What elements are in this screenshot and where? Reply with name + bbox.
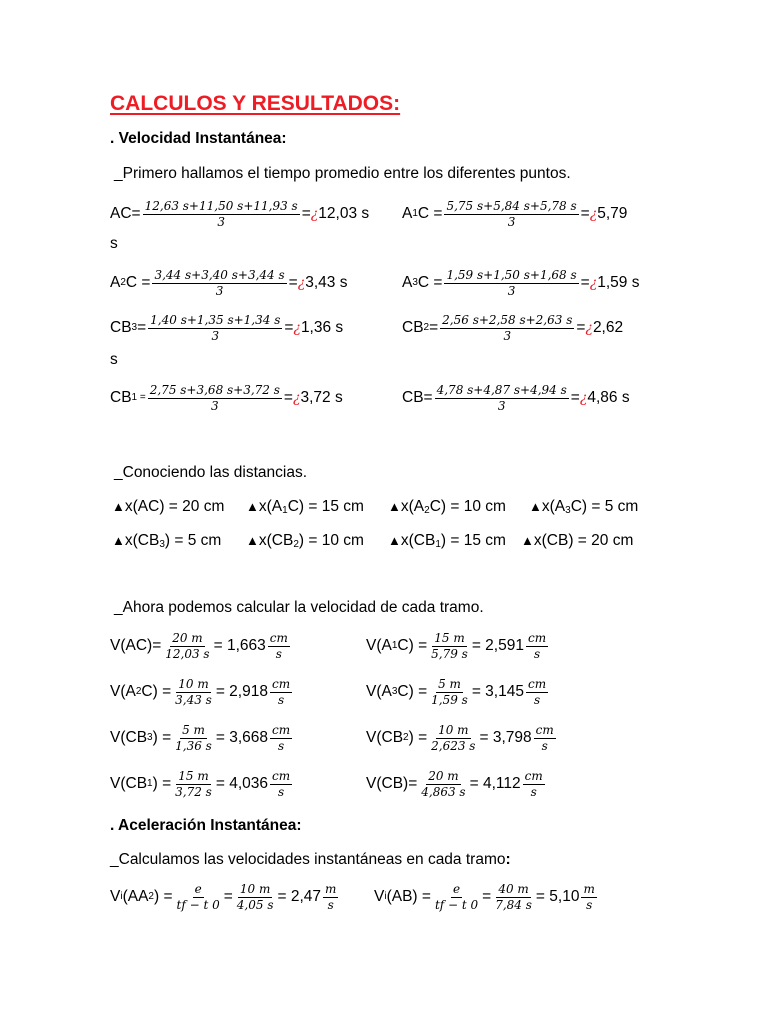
formula-fraction-num: e bbox=[452, 882, 461, 896]
time-eq-label-post: C = bbox=[417, 274, 443, 292]
value-fraction-num: 10 m bbox=[239, 882, 271, 896]
distance-post: C) = 15 cm bbox=[287, 498, 364, 515]
velocity-eq: V(CB 3 ) = $\frac{5 m}{1,36 s}$ = 3,668 $\frac{cm}{s}$ bbox=[110, 723, 291, 753]
inst-result: = 2,47 bbox=[277, 888, 322, 906]
velocity-label-post: C) = bbox=[397, 637, 428, 655]
velocity-label-pre: V(AC) bbox=[110, 637, 153, 655]
velocity-fraction-num: 20 m bbox=[172, 631, 203, 645]
velocity-label-pre: V(CB bbox=[110, 729, 148, 747]
velocity-fraction bbox=[429, 724, 477, 752]
inst-unit-den: s bbox=[586, 897, 593, 912]
inverted-question-mark: ¿ bbox=[585, 320, 593, 337]
time-eq-label-pre: CB bbox=[402, 319, 424, 337]
time-eq: A 1 C = $\frac{5,75 s+5,84 s+5,78 s}{3}$ = ¿ 5,79 bbox=[402, 199, 628, 229]
velocity-fraction-den: 1,36 s bbox=[175, 738, 212, 753]
velocity-eq: V(CB 2 ) = $\frac{10 m}{2,623 s}$ = 3,798 $\frac{cm}{s}$ bbox=[366, 723, 554, 753]
triangle-icon: ▲ bbox=[112, 533, 125, 548]
velocity-result: = 1,663 bbox=[213, 637, 266, 655]
velocity-fraction-num: 10 m bbox=[178, 677, 209, 691]
velocity-unit-num: cm bbox=[524, 769, 543, 783]
time-eq-label-pre: A bbox=[402, 274, 413, 292]
time-eq-label-pre: CB bbox=[110, 319, 132, 337]
page-title: CALCULOS Y RESULTADOS: bbox=[110, 92, 401, 115]
inverted-question-mark: ¿ bbox=[579, 390, 588, 407]
time-eq: A 2 C = $\frac{3,44 s+3,40 s+3,44 s}{3}$ = ¿ 3,43 s bbox=[110, 268, 348, 298]
velocity-fraction-num: 15 m bbox=[434, 631, 465, 645]
velocity-label-pre: V(CB) bbox=[366, 775, 409, 793]
time-fraction-den: 3 bbox=[211, 328, 220, 343]
time-eq-equals: = bbox=[301, 205, 311, 223]
dist-intro-text: _Conociendo las distancias. bbox=[114, 464, 308, 481]
distance-item bbox=[388, 499, 506, 515]
triangle-icon: ▲ bbox=[521, 533, 534, 548]
velocity-unit bbox=[270, 724, 292, 752]
velocity-unit bbox=[526, 678, 548, 706]
triangle-icon: ▲ bbox=[529, 499, 542, 514]
velocity-fraction bbox=[173, 770, 214, 798]
velocity-label-post: C) = bbox=[397, 683, 428, 701]
time-fraction bbox=[143, 200, 300, 228]
velocity-unit-num: cm bbox=[527, 631, 547, 645]
velocity-label-pre: V(CB bbox=[366, 729, 404, 747]
time-eq-equals: = bbox=[284, 319, 294, 337]
time-fraction-num: 2,56 s+2,58 s+2,63 s bbox=[442, 313, 573, 327]
triangle-icon: ▲ bbox=[246, 533, 259, 548]
distance-item bbox=[246, 499, 364, 515]
time-fraction bbox=[440, 314, 574, 342]
velocity-unit-den: s bbox=[277, 784, 285, 799]
time-fraction bbox=[444, 269, 578, 297]
inst-eq-post: (AA bbox=[122, 888, 149, 906]
time-fraction bbox=[152, 269, 286, 297]
velocity-label-pre: V(A bbox=[110, 683, 136, 701]
formula-fraction-num: e bbox=[194, 882, 202, 896]
triangle-icon: ▲ bbox=[388, 533, 401, 548]
triangle-icon: ▲ bbox=[112, 499, 125, 514]
inst-eq-post2: ) = bbox=[153, 888, 173, 906]
velocity-unit-den: s bbox=[530, 784, 537, 799]
time-eq bbox=[402, 384, 630, 412]
wrapped-unit-1: s bbox=[110, 235, 118, 252]
time-eq: CB 1 = $\frac{2,75 s+3,68 s+3,72 s}{3}$ = ¿ 3,72 s bbox=[110, 383, 343, 413]
velocity-fraction-num: 15 m bbox=[178, 769, 209, 783]
time-eq-label-pre: CB bbox=[402, 389, 424, 407]
distance-pre: x(AC) = 20 cm bbox=[124, 498, 225, 515]
velocity-fraction bbox=[419, 770, 467, 798]
inverted-question-mark: ¿ bbox=[589, 206, 598, 223]
distance-sub: 1 bbox=[282, 505, 288, 516]
velocity-label-post: = bbox=[408, 775, 418, 793]
time-result: 4,86 s bbox=[587, 389, 630, 407]
time-eq-label-post: C = bbox=[125, 274, 151, 292]
time-result: 12,03 s bbox=[318, 205, 370, 223]
triangle-icon: ▲ bbox=[246, 499, 259, 514]
time-eq-equals: = bbox=[580, 274, 590, 292]
time-eq-label-post: = bbox=[137, 319, 147, 337]
velocity-fraction-num: 20 m bbox=[428, 769, 459, 783]
accel-intro-text bbox=[110, 852, 511, 868]
time-fraction bbox=[444, 200, 578, 228]
time-fraction-den: 3 bbox=[211, 398, 219, 413]
time-eq-equals: = bbox=[580, 205, 590, 223]
velocity-eq: V(A 2 C) = $\frac{10 m}{3,43 s}$ = 2,918 $\frac{cm}{s}$ bbox=[110, 677, 291, 707]
distance-item bbox=[529, 499, 638, 515]
inverted-question-mark: ¿ bbox=[297, 275, 306, 292]
velocity-fraction-den: 3,43 s bbox=[175, 692, 212, 707]
velocity-fraction-num: 5 m bbox=[438, 677, 461, 691]
time-fraction-den: 3 bbox=[215, 283, 224, 298]
velocity-label-post: = bbox=[152, 637, 162, 655]
time-fraction-num: 4,78 s+4,87 s+4,94 s bbox=[436, 383, 567, 397]
distance-post: ) = 10 cm bbox=[298, 532, 364, 549]
velocity-unit bbox=[534, 724, 556, 752]
formula-fraction bbox=[175, 883, 222, 911]
velocity-unit bbox=[523, 770, 545, 798]
velocity-unit bbox=[526, 632, 548, 660]
velocity-label-pre: V(A bbox=[366, 683, 392, 701]
distance-item bbox=[112, 499, 224, 515]
time-result: 2,62 bbox=[592, 319, 624, 337]
time-fraction-den: 3 bbox=[217, 214, 225, 229]
time-eq-label-post: = bbox=[131, 205, 141, 223]
value-fraction-den: 7,84 s bbox=[495, 897, 532, 912]
velocity-unit-den: s bbox=[277, 692, 285, 707]
time-fraction-den: 3 bbox=[503, 328, 512, 343]
inst-velocity-eq: V i (AA 2 ) = $\frac{e}{tf - t 0}$ = $\frac{10 m}{4,05 s}$ = 2,47 $\frac{m}{s}$ bbox=[110, 882, 337, 912]
velocity-fraction-den: 4,863 s bbox=[421, 784, 466, 799]
time-eq-label-pre: A bbox=[402, 205, 413, 223]
distance-pre: x(A bbox=[400, 498, 425, 515]
distance-post: C) = 5 cm bbox=[570, 498, 639, 515]
velocity-unit-den: s bbox=[275, 646, 282, 661]
velocity-fraction-num: 10 m bbox=[438, 723, 469, 737]
velocity-fraction bbox=[429, 632, 470, 660]
velocity-label-post: ) = bbox=[152, 729, 172, 747]
velocity-result: = 4,112 bbox=[469, 775, 521, 793]
time-result: 1,36 s bbox=[300, 319, 344, 337]
accel-intro-colon: : bbox=[505, 851, 511, 868]
time-eq-label-pre: A bbox=[110, 274, 121, 292]
time-eq-label-post: = bbox=[423, 389, 433, 407]
triangle-icon: ▲ bbox=[388, 499, 401, 514]
velocity-fraction bbox=[173, 724, 214, 752]
vel-intro-text: _Ahora podemos calcular la velocidad de cada tramo. bbox=[114, 599, 484, 616]
inverted-question-mark: ¿ bbox=[293, 320, 301, 337]
time-result: 5,79 bbox=[597, 205, 628, 223]
velocity-unit-den: s bbox=[533, 692, 541, 707]
time-fraction bbox=[148, 314, 282, 342]
velocity-fraction bbox=[163, 632, 211, 660]
inst-unit-num: m bbox=[325, 882, 337, 896]
formula-fraction bbox=[433, 883, 480, 911]
velocity-unit bbox=[270, 770, 292, 798]
wrapped-unit-2: s bbox=[110, 351, 118, 368]
time-eq-equals: = bbox=[576, 319, 586, 337]
inst-eq-pre: V bbox=[374, 888, 385, 906]
inst-velocity-eq: V i (AB) = $\frac{e}{tf - t 0}$ = $\frac{40 m}{7,84 s}$ = 5,10 $\frac{m}{s}$ bbox=[374, 882, 595, 912]
inst-unit-num: m bbox=[583, 882, 595, 896]
time-fraction-num: 3,44 s+3,40 s+3,44 s bbox=[154, 268, 285, 282]
time-fraction-den: 3 bbox=[497, 398, 506, 413]
distance-pre: x(A bbox=[258, 498, 283, 515]
distance-item bbox=[112, 533, 221, 549]
accel-intro-label: _Calculamos las velocidades instantáneas en cada tramo bbox=[110, 851, 506, 868]
time-eq-label-post: C = bbox=[417, 205, 443, 223]
velocity-label-post: C) = bbox=[141, 683, 172, 701]
time-fraction-num: 12,63 s+11,50 s+11,93 s bbox=[144, 199, 298, 213]
time-eq: A 3 C = $\frac{1,59 s+1,50 s+1,68 s}{3}$ = ¿ 1,59 s bbox=[402, 268, 640, 298]
time-fraction-den: 3 bbox=[507, 214, 516, 229]
velocity-unit-num: cm bbox=[535, 723, 554, 737]
section-aceleracion-heading: . Aceleración Instantánea: bbox=[110, 817, 302, 834]
time-eq bbox=[110, 200, 369, 228]
velocity-label-pre: V(CB bbox=[110, 775, 148, 793]
velocity-fraction-den: 12,03 s bbox=[165, 646, 210, 661]
distance-post: ) = 15 cm bbox=[440, 532, 506, 549]
velocity-unit-num: cm bbox=[272, 769, 291, 783]
time-fraction bbox=[148, 384, 282, 412]
velocity-eq: V(A 3 C) = $\frac{5 m}{1,59 s}$ = 3,145 $\frac{cm}{s}$ bbox=[366, 677, 547, 707]
velocity-result: = 3,668 bbox=[215, 729, 268, 747]
inst-eq-post: (AB) = bbox=[386, 888, 431, 906]
time-eq-equals: = bbox=[288, 274, 298, 292]
velocity-eq: V(A 1 C) = $\frac{15 m}{5,79 s}$ = 2,591 $\frac{cm}{s}$ bbox=[366, 631, 547, 661]
distance-item bbox=[246, 533, 364, 549]
inverted-question-mark: ¿ bbox=[589, 275, 598, 292]
inst-eq-equals: = bbox=[482, 888, 492, 906]
distance-sub: 2 bbox=[424, 505, 430, 516]
inverted-question-mark: ¿ bbox=[292, 390, 301, 407]
time-fraction-num: 1,40 s+1,35 s+1,34 s bbox=[150, 313, 281, 327]
distance-sub: 3 bbox=[565, 505, 571, 516]
velocity-eq bbox=[110, 632, 292, 660]
velocity-result: = 3,145 bbox=[471, 683, 524, 701]
velocity-fraction-num: 5 m bbox=[182, 723, 205, 737]
velocity-fraction bbox=[173, 678, 214, 706]
velocity-result: = 3,798 bbox=[479, 729, 532, 747]
velocity-eq: V(CB 1 ) = $\frac{15 m}{3,72 s}$ = 4,036 $\frac{cm}{s}$ bbox=[110, 769, 291, 799]
velocity-fraction-den: 2,623 s bbox=[431, 738, 476, 753]
formula-fraction-den: tf − t 0 bbox=[176, 897, 220, 912]
inst-unit bbox=[581, 883, 596, 911]
inst-eq-pre: V bbox=[110, 888, 121, 906]
velocity-label-pre: V(A bbox=[366, 637, 392, 655]
velocity-unit-num: cm bbox=[527, 677, 547, 691]
time-eq: CB 3 = $\frac{1,40 s+1,35 s+1,34 s}{3}$ = ¿ 1,36 s bbox=[110, 313, 344, 343]
time-intro-text: _Primero hallamos el tiempo promedio entre los diferentes puntos. bbox=[114, 165, 571, 182]
distance-item bbox=[388, 533, 506, 549]
inst-unit-den: s bbox=[327, 897, 334, 912]
velocity-label-post: ) = bbox=[408, 729, 428, 747]
distance-post: C) = 10 cm bbox=[429, 498, 506, 515]
time-fraction-num: 1,59 s+1,50 s+1,68 s bbox=[446, 268, 577, 282]
distance-pre: x(CB) = 20 cm bbox=[533, 532, 634, 549]
velocity-unit-den: s bbox=[277, 738, 285, 753]
velocity-fraction-den: 1,59 s bbox=[431, 692, 468, 707]
distance-sub: 3 bbox=[159, 539, 165, 550]
velocity-result: = 2,918 bbox=[215, 683, 268, 701]
time-eq-label-pre: AC bbox=[110, 205, 132, 223]
velocity-fraction-den: 3,72 s bbox=[175, 784, 212, 799]
inst-eq-equals: = bbox=[223, 888, 233, 906]
time-eq-equals: = bbox=[283, 389, 293, 407]
formula-fraction-den: tf − t 0 bbox=[434, 897, 479, 912]
time-result: 3,72 s bbox=[300, 389, 343, 407]
distance-post: ) = 5 cm bbox=[164, 532, 222, 549]
inst-result: = 5,10 bbox=[535, 888, 580, 906]
time-result: 3,43 s bbox=[305, 274, 348, 292]
inverted-question-mark: ¿ bbox=[310, 206, 319, 223]
distance-pre: x(A bbox=[541, 498, 566, 515]
velocity-fraction-den: 5,79 s bbox=[431, 646, 468, 661]
distance-sub: 2 bbox=[293, 539, 299, 550]
time-fraction-num: 5,75 s+5,84 s+5,78 s bbox=[446, 199, 577, 213]
distance-item bbox=[521, 533, 633, 549]
velocity-unit-den: s bbox=[541, 738, 548, 753]
velocity-unit bbox=[270, 678, 292, 706]
velocity-result: = 2,591 bbox=[471, 637, 524, 655]
distance-pre: x(CB bbox=[400, 532, 436, 549]
value-fraction-den: 4,05 s bbox=[236, 897, 274, 912]
time-eq-label-pre: CB bbox=[110, 389, 132, 407]
velocity-unit bbox=[268, 632, 290, 660]
value-fraction bbox=[493, 883, 534, 911]
velocity-fraction bbox=[429, 678, 470, 706]
inst-unit bbox=[323, 883, 338, 911]
velocity-result: = 4,036 bbox=[215, 775, 268, 793]
velocity-unit-num: cm bbox=[271, 677, 291, 691]
velocity-label-post: ) = bbox=[152, 775, 172, 793]
distance-sub: 1 bbox=[435, 539, 441, 550]
time-fraction bbox=[435, 384, 569, 412]
time-fraction-num: 2,75 s+3,68 s+3,72 s bbox=[149, 383, 280, 397]
value-fraction bbox=[235, 883, 276, 911]
distance-pre: x(CB bbox=[124, 532, 160, 549]
time-eq: CB 2 = $\frac{2,56 s+2,58 s+2,63 s}{3}$ = ¿ 2,62 bbox=[402, 313, 624, 343]
time-eq-equals: = bbox=[570, 389, 580, 407]
velocity-eq bbox=[366, 770, 547, 798]
time-eq-label-post: = bbox=[429, 319, 439, 337]
time-result: 1,59 s bbox=[597, 274, 640, 292]
velocity-unit-num: cm bbox=[269, 631, 288, 645]
value-fraction-num: 40 m bbox=[498, 882, 529, 896]
time-fraction-den: 3 bbox=[507, 283, 516, 298]
velocity-unit-num: cm bbox=[272, 723, 291, 737]
distance-pre: x(CB bbox=[258, 532, 294, 549]
section-velocidad-heading: . Velocidad Instantánea: bbox=[110, 130, 287, 147]
velocity-unit-den: s bbox=[533, 646, 541, 661]
